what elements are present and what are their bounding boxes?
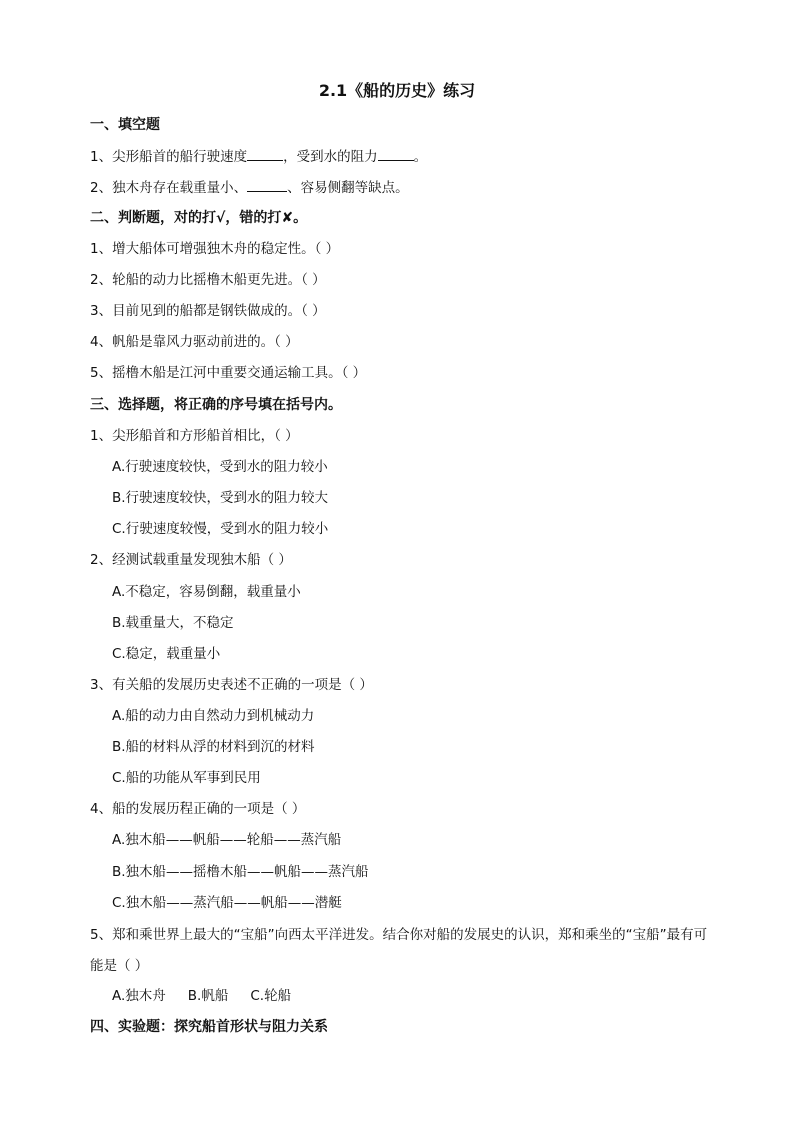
page-title: 2.1《船的历史》练习 bbox=[318, 81, 476, 100]
choice-option: B.独木船——摇橹木船——帆船——蒸汽船 bbox=[112, 864, 369, 880]
fill-question-1 bbox=[90, 146, 427, 167]
choice-question-5: 5、郑和乘世界上最大的“宝船”向西太平洋进发。结合你对船的发展史的认识，郑和乘坐的“宝船”最有可能是（ ） bbox=[90, 927, 708, 974]
choice-question-3: 3、有关船的发展历史表述不正确的一项是（ ） bbox=[90, 677, 373, 693]
true-false-item: 5、摇橹木船是江河中重要交通运输工具。（ ） bbox=[90, 365, 367, 381]
choice-option: A.独木船——帆船——轮船——蒸汽船 bbox=[112, 832, 342, 848]
choice-option: C.行驶速度较慢，受到水的阻力较小 bbox=[112, 521, 329, 537]
fill-question-1-part-c: 。 bbox=[413, 149, 428, 165]
choice-question-1: 1、尖形船首和方形船首相比，（ ） bbox=[90, 428, 299, 444]
choice-option: A.独木舟 bbox=[112, 988, 166, 1004]
choice-option: B.船的材料从浮的材料到沉的材料 bbox=[112, 739, 315, 755]
fill-question-1-part-a: 1、尖形船首的船行驶速度 bbox=[90, 149, 248, 165]
choice-option: B.帆船 bbox=[187, 988, 229, 1004]
true-false-item: 1、增大船体可增强独木舟的稳定性。（ ） bbox=[90, 241, 340, 257]
choice-option: A.行驶速度较快，受到水的阻力较小 bbox=[112, 459, 328, 475]
choice-option: C.独木船——蒸汽船——帆船——潜艇 bbox=[112, 895, 342, 911]
choice-option: B.载重量大，不稳定 bbox=[112, 615, 234, 631]
fill-question-2 bbox=[90, 177, 409, 198]
section-heading-true-false: 二、判断题，对的打√，错的打✘。 bbox=[90, 210, 308, 226]
section-heading-experiment: 四、实验题：探究船首形状与阻力关系 bbox=[90, 1019, 328, 1035]
fill-question-2-part-a: 2、独木舟存在载重量小、 bbox=[90, 180, 248, 196]
fill-question-1-part-b: ，受到水的阻力 bbox=[283, 149, 378, 165]
choice-option: C.稳定，载重量小 bbox=[112, 646, 221, 662]
choice-question-2: 2、经测试载重量发现独木船（ ） bbox=[90, 552, 292, 568]
choice-option: B.行驶速度较快，受到水的阻力较大 bbox=[112, 490, 329, 506]
true-false-item: 4、帆船是靠风力驱动前进的。（ ） bbox=[90, 334, 299, 350]
choice-option: C.轮船 bbox=[250, 988, 292, 1004]
answer-blank[interactable] bbox=[378, 146, 414, 161]
choice-question-4: 4、船的发展历程正确的一项是（ ） bbox=[90, 801, 306, 817]
answer-blank[interactable] bbox=[247, 177, 287, 192]
choice-option: C.船的功能从军事到民用 bbox=[112, 770, 261, 786]
true-false-item: 2、轮船的动力比摇橹木船更先进。（ ） bbox=[90, 272, 326, 288]
true-false-item: 3、目前见到的船都是钢铁做成的。（ ） bbox=[90, 303, 326, 319]
choice-option: A.不稳定，容易倒翻，载重量小 bbox=[112, 584, 301, 600]
choice-option: A.船的动力由自然动力到机械动力 bbox=[112, 708, 315, 724]
section-heading-fill-blank: 一、填空题 bbox=[90, 117, 160, 133]
choice-options-row bbox=[112, 986, 291, 1006]
fill-question-2-part-b: 、容易侧翻等缺点。 bbox=[287, 180, 409, 196]
answer-blank[interactable] bbox=[247, 146, 283, 161]
section-heading-multiple-choice: 三、选择题，将正确的序号填在括号内。 bbox=[90, 397, 342, 413]
